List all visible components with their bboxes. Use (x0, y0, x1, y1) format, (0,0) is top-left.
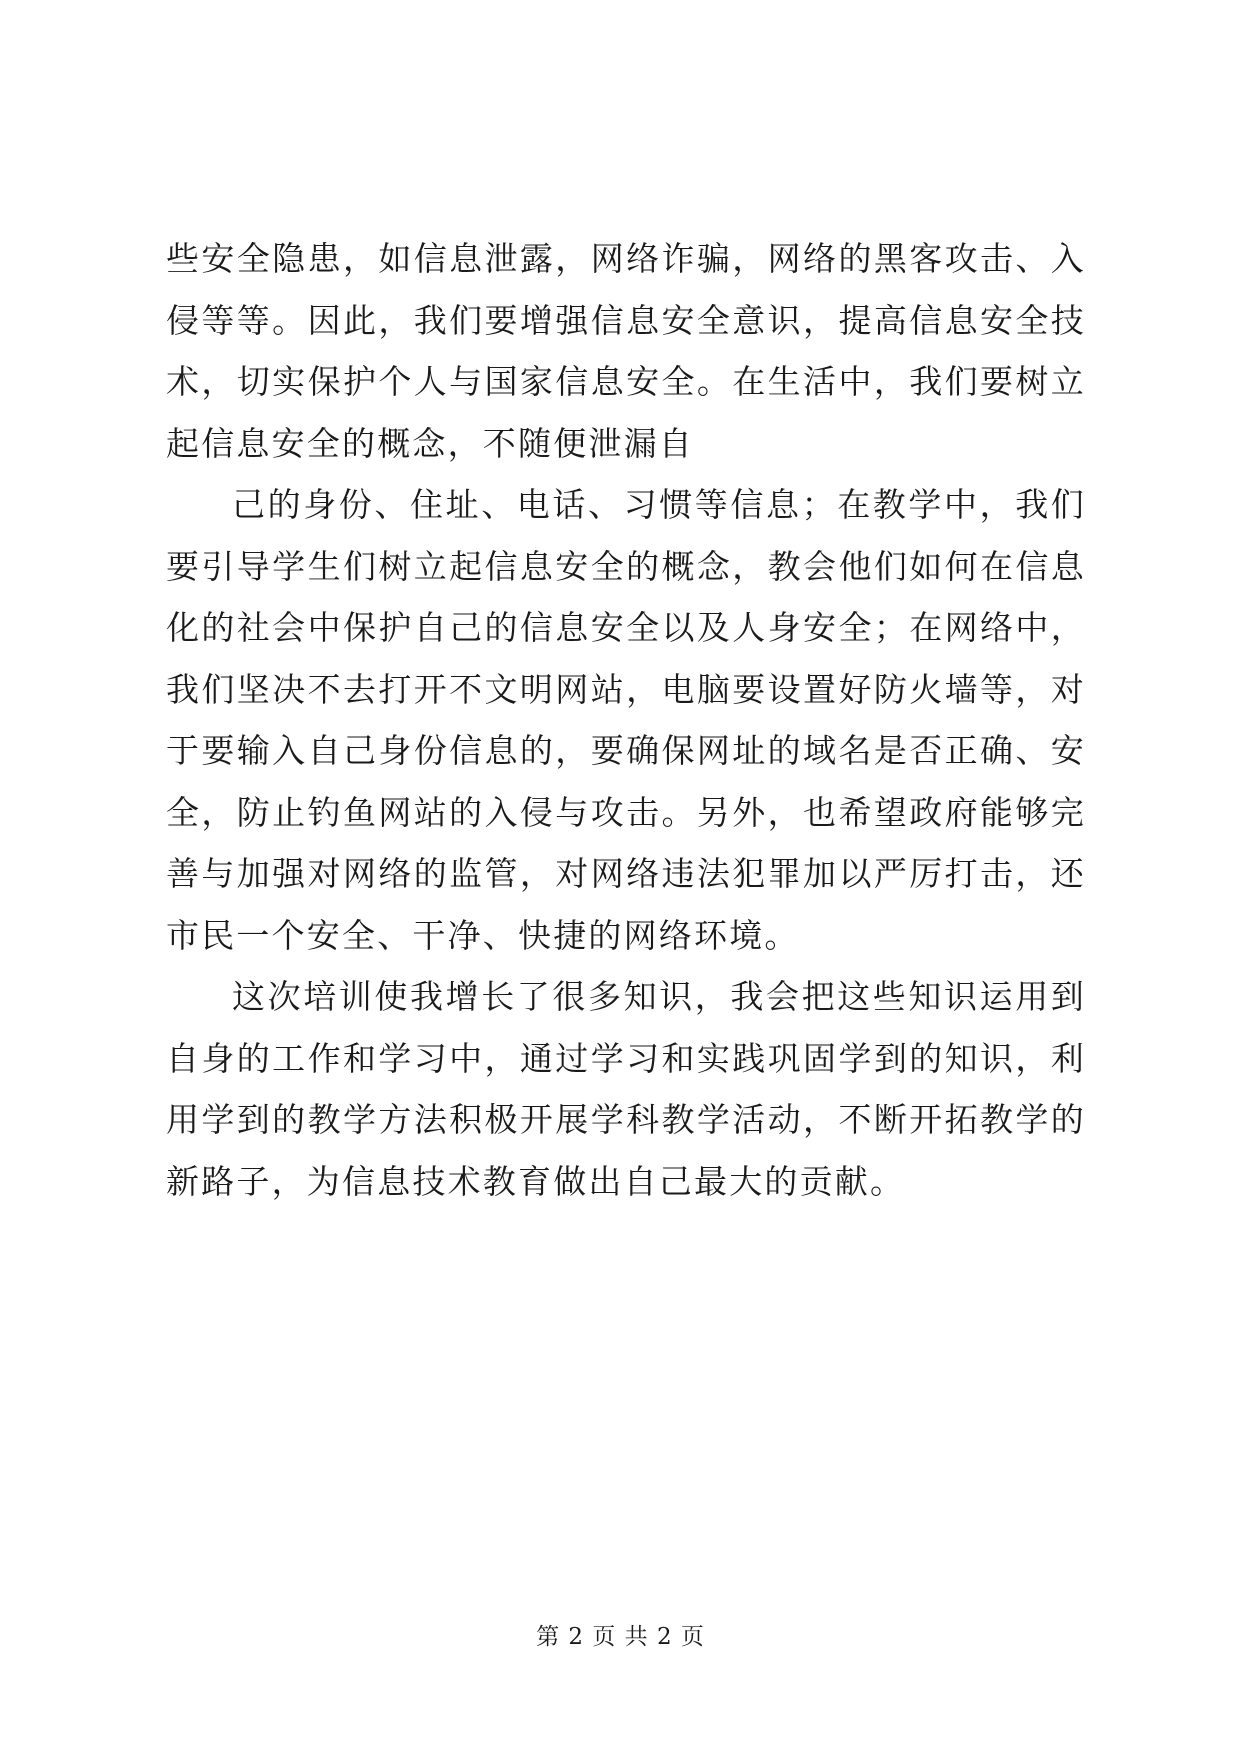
page-footer (0, 1618, 1241, 1651)
paragraph-safety-awareness: 己的身份、住址、电话、习惯等信息；在教学中，我们要引导学生们树立起信息安全的概念，教会他们如何在信息化的社会中保护自己的信息安全以及人身安全；在网络中，我们坚决不去打开不文明网站，电脑要设置好防火墙等，对于要输入自己身份信息的，要确保网址的域名是否正确、安全，防止钓鱼网站的入侵与攻击。另外，也希望政府能够完善与加强对网络的监管，对网络违法犯罪加以严厉打击，还市民一个安全、干净、快捷的网络环境。 (166, 485, 1086, 955)
paragraph-training-summary: 这次培训使我增长了很多知识，我会把这些知识运用到自身的工作和学习中，通过学习和实践巩固学到的知识，利用学到的教学方法积极开展学科教学活动，不断开拓教学的新路子，为信息技术教育做出自己最大的贡献。 (166, 977, 1086, 1201)
paragraph-continuation: 些安全隐患，如信息泄露，网络诈骗，网络的黑客攻击、入侵等等。因此，我们要增强信息安全意识，提高信息安全技术，切实保护个人与国家信息安全。在生活中，我们要树立起信息安全的概念，不随便泄漏自 (166, 239, 1086, 463)
document-body (166, 228, 1086, 1212)
page-number-indicator: 第 2 页 共 2 页 (536, 1624, 705, 1650)
